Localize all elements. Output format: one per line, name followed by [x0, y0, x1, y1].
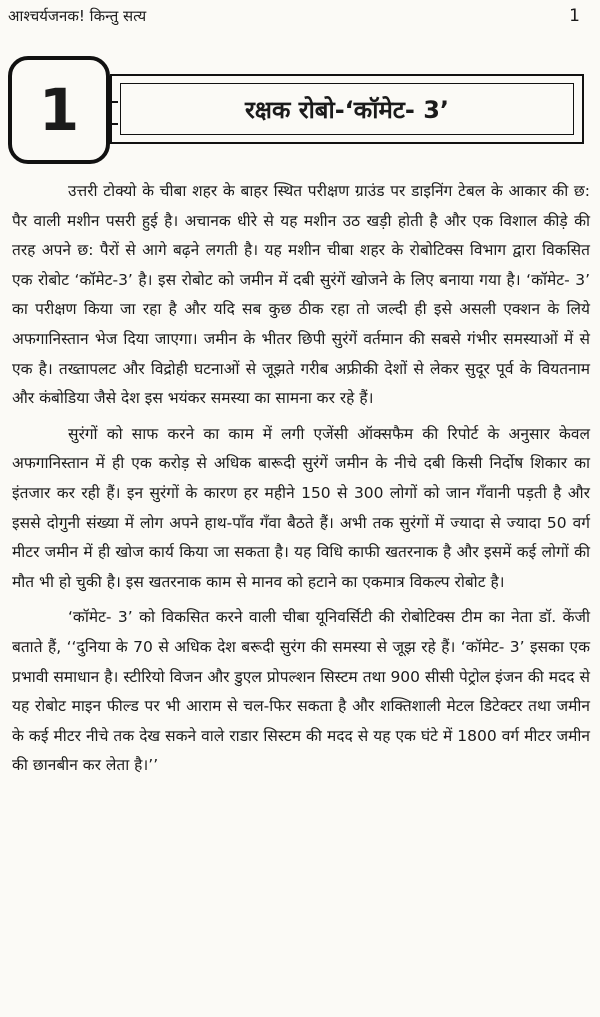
chapter-title: रक्षक रोबो-‘कॉमेट- 3’	[244, 95, 450, 124]
chapter-number-box	[8, 56, 110, 164]
paragraph: उत्तरी टोक्यो के चीबा शहर के बाहर स्थित परीक्षण ग्राउंड पर डाइनिंग टेबल के आकार की छ: पैर वाली मशीन पसरी हुई है। अचानक धीरे से यह मशीन उठ खड़ी होती है और एक विशाल कीड़े की तरह अपने छ: पैरों से आगे बढ़ने लगती है। यह मशीन चीबा शहर के रोबोटिक्स विभाग द्वारा विकसित एक रोबोट ‘कॉमेट-3’ है। इस रोबोट को जमीन में दबी सुरंगें खोजने के लिए बनाया गया है। ‘कॉमेट- 3’ का परीक्षण किया जा रहा है और यदि सब कुछ ठीक रहा तो जल्दी ही इसे असली एक्शन के लिये अफगानिस्तान भेज दिया जाएगा। जमीन के भीतर छिपी सुरंगें वर्तमान की सबसे गंभीर समस्याओं में से एक है। तख्तापलट और विद्रोही घटनाओं से जूझते गरीब अफ्रीकी देशों से लेकर सुदूर पूर्व के वियतनाम और कंबोडिया जैसे देश इस भयंकर समस्या का सामना कर रहे हैं।	[12, 182, 590, 408]
chapter-title-inner-frame	[120, 83, 574, 135]
body-text	[12, 177, 590, 787]
chapter-number: 1	[38, 76, 80, 144]
page-number: 1	[569, 6, 580, 26]
running-header	[8, 6, 590, 28]
chapter-title-frame	[110, 74, 584, 144]
paragraph: सुरंगों को साफ करने का काम में लगी एजेंसी ऑक्सफैम की रिपोर्ट के अनुसार केवल अफगानिस्तान में ही एक करोड़ से अधिक बारूदी सुरंगें जमीन के नीचे दबी किसी निर्दोष शिकार का इंतजार कर रही हैं। इन सुरंगों के कारण हर महीने 150 से 300 लोगों को जान गँवानी पड़ती है और इससे दोगुनी संख्या में लोग अपने हाथ-पाँव गँवा बैठते हैं। अभी तक सुरंगों में ज्यादा से ज्यादा 50 वर्ग मीटर जमीन में ही खोज कार्य किया जा सकता है। यह विधि काफी खतरनाक है और इसमें कई लोगों की मौत भी हो चुकी है। इस खतरनाक काम से मानव को हटाने का एकमात्र विकल्प रोबोट है।	[12, 424, 590, 591]
running-title: आश्चर्यजनक! किन्तु सत्य	[8, 7, 147, 25]
paragraph: ‘कॉमेट- 3’ को विकसित करने वाली चीबा यूनिवर्सिटी की रोबोटिक्स टीम का नेता डॉ. केंजी बताते हैं, ‘‘दुनिया के 70 से अधिक देश बरूदी सुरंग की समस्या से जूझ रहे हैं। ‘कॉमेट- 3’ इसका एक प्रभावी समाधान है। स्टीरियो विजन और डुएल प्रोपल्शन सिस्टम तथा 900 सीसी पेट्रोल इंजन की मदद से यह रोबोट माइन फील्ड पर भी आराम से चल-फिर सकता है और शक्तिशाली मेटल डिटेक्टर तथा जमीन के कई मीटर नीचे तक देख सकने वाले राडार सिस्टम की मदद से यह एक घंटे में 1800 वर्ग मीटर जमीन की छानबीन कर लेता है।’’	[12, 608, 590, 775]
